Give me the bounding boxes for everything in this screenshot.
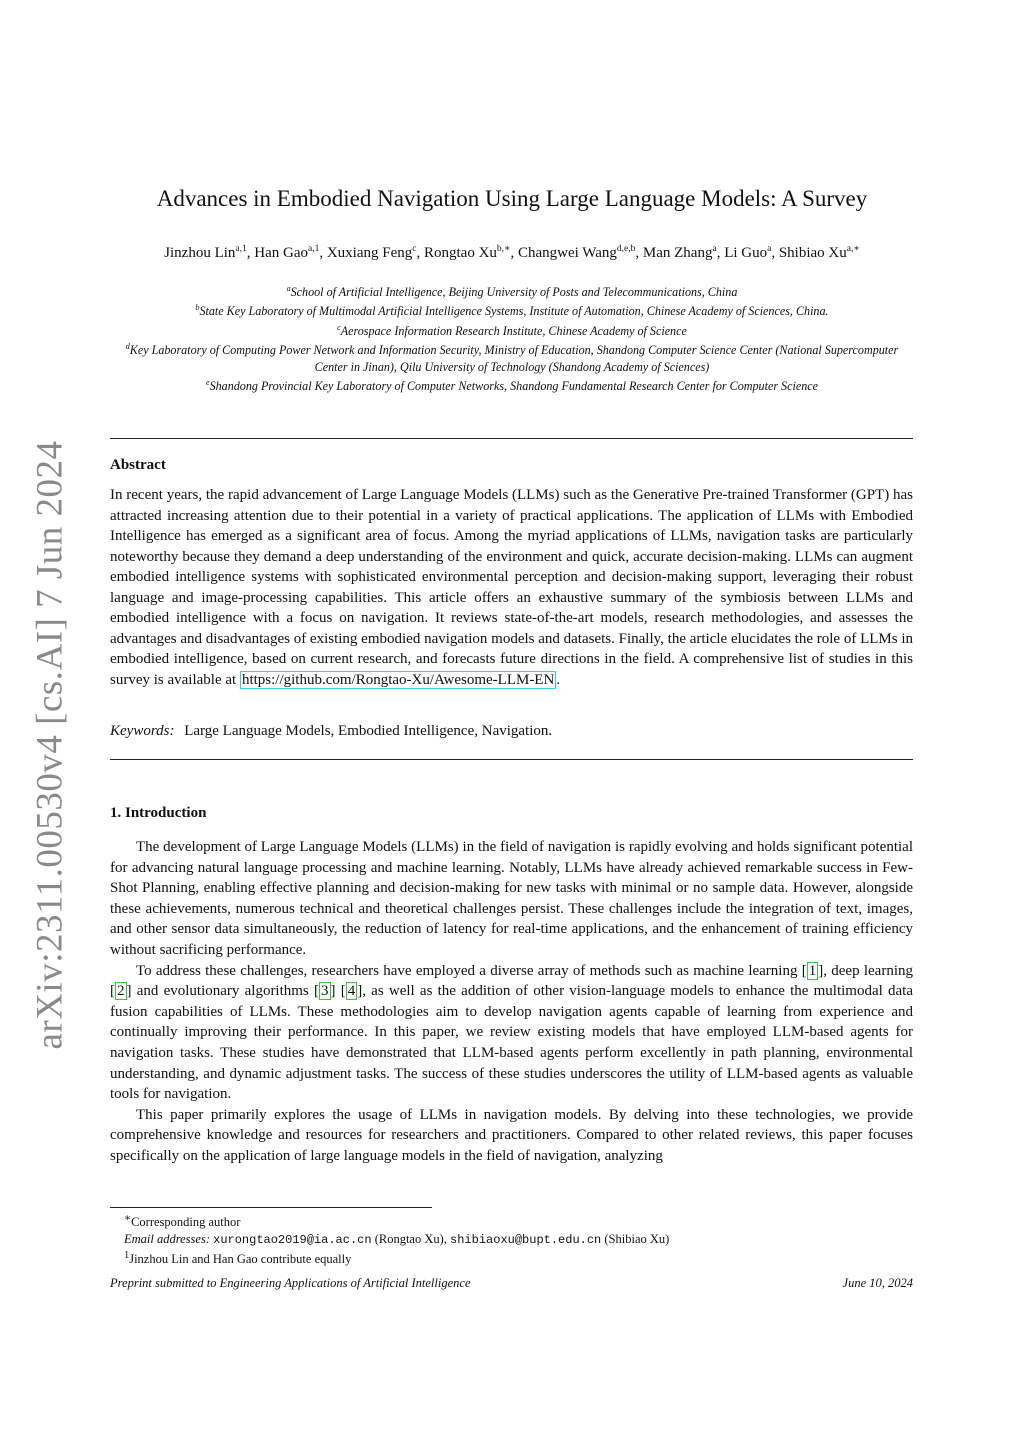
author-list: Jinzhou Lin$^{a,1}$, Han Gao$^{a,1}$, Xuxiang Feng$^c$, Rongtao $Xu^{b,∗}$, Changwei Wang$^{d,e,b}$, Man Zhang$^a$, Li Guo$^a$, Shibiao $Xu^{a,∗}$: [164, 244, 860, 261]
footer-preprint-note: Preprint submitted to Engineering Applications of Artificial Intelligence: [110, 1276, 471, 1290]
paper-title: Advances in Embodied Navigation Using Large Language Models: A Survey: [156, 186, 868, 211]
abstract-body: In recent years, the rapid advancement of Large Language Models (LLMs) such as the Generative Pre-trained Transformer (GPT) has attracted increasing attention due to their potential in a variety of practical applications. The application of LLMs with Embodied Intelligence has emerged as a significant area of focus. Among the myriad applications of LLMs, navigation tasks are particularly noteworthy because they demand a deep understanding of the environment and quick, accurate decision-making. LLMs can augment embodied intelligence systems with sophisticated environmental perception and decision-making support, leveraging their robust language and image-processing capabilities. This article offers an exhaustive summary of the symbiosis between LLMs and embodied intelligence with a focus on navigation. It reviews state-of-the-art models, research methodologies, and assesses the advantages and disadvantages of existing embodied navigation models and datasets. Finally, the article elucidates the role of LLMs in embodied intelligence, based on current research, and forecasts future directions in the field. A comprehensive list of studies in this survey is available at https://github.com/Rongtao-Xu/Awesome-LLM-EN .: [110, 487, 913, 688]
abstract-heading: Abstract: [110, 457, 166, 473]
paragraph: To address these challenges, researchers have employed a diverse array of methods such as machine learning [ 1 ], deep learning [ 2 ] and evolutionary algorithms [ 3 ] [ 4 ], as well as the addition of other vision-language models to enhance the multimodal data fusion capabilities of LLMs. These methodologies aim to develop navigation agents capable of learning from experience and continually improving their performance. In this paper, we review existing models that have employed LLM-based agents for navigation tasks. These studies have demonstrated that LLM-based agents perform excellently in path planning, environmental understanding, and dynamic adjustment tasks. The success of these studies underscores the utility of LLM-based agents as valuable tools for navigation.: [110, 962, 913, 1103]
paragraph: This paper primarily explores the usage of LLMs in navigation models. By delving into these technologies, we provide comprehensive knowledge and resources for researchers and practitioners. Compared to other related reviews, this paper focuses specifically on the application of large language models in the field of navigation, analyzing: [110, 1106, 913, 1164]
introduction-body: [110, 837, 913, 1167]
keywords: [110, 723, 552, 740]
abstract-bottom-rule: [110, 759, 913, 760]
footnote-rule: [110, 1207, 432, 1208]
author: Man Zhang$^a$: [642, 244, 717, 261]
footer-date: June 10, 2024: [842, 1276, 913, 1290]
email-link[interactable]: xurongtao2019@ia.ac.cn: [213, 1232, 372, 1247]
footnote-equal-contribution: $^1$Jinzhou Lin and Han Gao contribute equally: [124, 1250, 352, 1267]
affiliations: [112, 281, 912, 395]
footnote-emails: Email addresses: xurongtao2019@ia.ac.cn (Rongtao Xu), shibiaoxu@bupt.edu.cn (Shibiao Xu): [124, 1231, 670, 1247]
citation-link[interactable]: 1: [808, 962, 817, 979]
github-link[interactable]: https://github.com/Rongtao-Xu/Awesome-LLM-EN: [241, 671, 555, 688]
author: Xuxiang Feng$^c$: [326, 244, 417, 261]
footnote-corresponding: ∗Corresponding author: [124, 1213, 241, 1230]
author: Li Guo$^a$: [724, 244, 772, 261]
paragraph: The development of Large Language Models (LLMs) in the field of navigation is rapidly evolving and holds significant potential for advancing natural language processing and machine learning. Notably, LLMs have already achieved remarkable success in Few-Shot Planning, enabling effective planning and decision-making for new tasks with minimal or no sample data. However, alongside these achievements, numerous technical and theoretical challenges persist. These challenges include the integration of text, images, and other sensor data simultaneously, the reduction of latency for real-time applications, and the enhancement of training efficiency without sacrificing performance.: [110, 839, 913, 958]
affiliation: $^c$Aerospace Information Research Institute, Chinese Academy of Science: [337, 322, 687, 338]
arxiv-identifier: arXiv:2311.00530v4 [cs.AI] 7 Jun 2024: [29, 440, 71, 1050]
author: Shibiao $Xu^{a,∗}$: [778, 244, 860, 261]
affiliation: $^d$Key Laboratory of Computing Power Network and Information Security, Ministry of Education, Shandong Computer Science Center (National Supercomputer Center in Jinan), Qilu University of Technology (Shandong Academy of Sciences): [125, 342, 899, 374]
citation-link[interactable]: 2: [117, 983, 125, 1000]
affiliation: $^b$State Key Laboratory of Multimodal Artificial Intelligence Systems, Institute of Automation, Chinese Academy of Sciences, China.: [195, 303, 829, 319]
author: Changwei Wang$^{d,e,b}$: [518, 244, 636, 261]
author: Han Gao$^{a,1}$: [254, 244, 320, 261]
citation-link[interactable]: 3: [321, 983, 329, 1000]
affiliation: $^e$Shandong Provincial Key Laboratory of Computer Networks, Shandong Fundamental Research Center for Computer Science: [206, 378, 818, 394]
citation-link[interactable]: 4: [347, 983, 356, 1000]
affiliation: $^a$School of Artificial Intelligence, Beijing University of Posts and Telecommunications, China: [286, 284, 738, 300]
email-link[interactable]: shibiaoxu@bupt.edu.cn: [450, 1232, 602, 1247]
footnotes: [110, 1211, 669, 1268]
keywords-text: Large Language Models, Embodied Intelligence, Navigation.: [184, 723, 553, 739]
keywords-label: Keywords:: [110, 723, 175, 739]
abstract-top-rule: [110, 438, 913, 439]
author: Rongtao $Xu^{b,∗}$: [423, 244, 511, 261]
section-heading: 1. Introduction: [110, 805, 207, 821]
author: Jinzhou Lin$^{a,1}$: [164, 244, 247, 261]
